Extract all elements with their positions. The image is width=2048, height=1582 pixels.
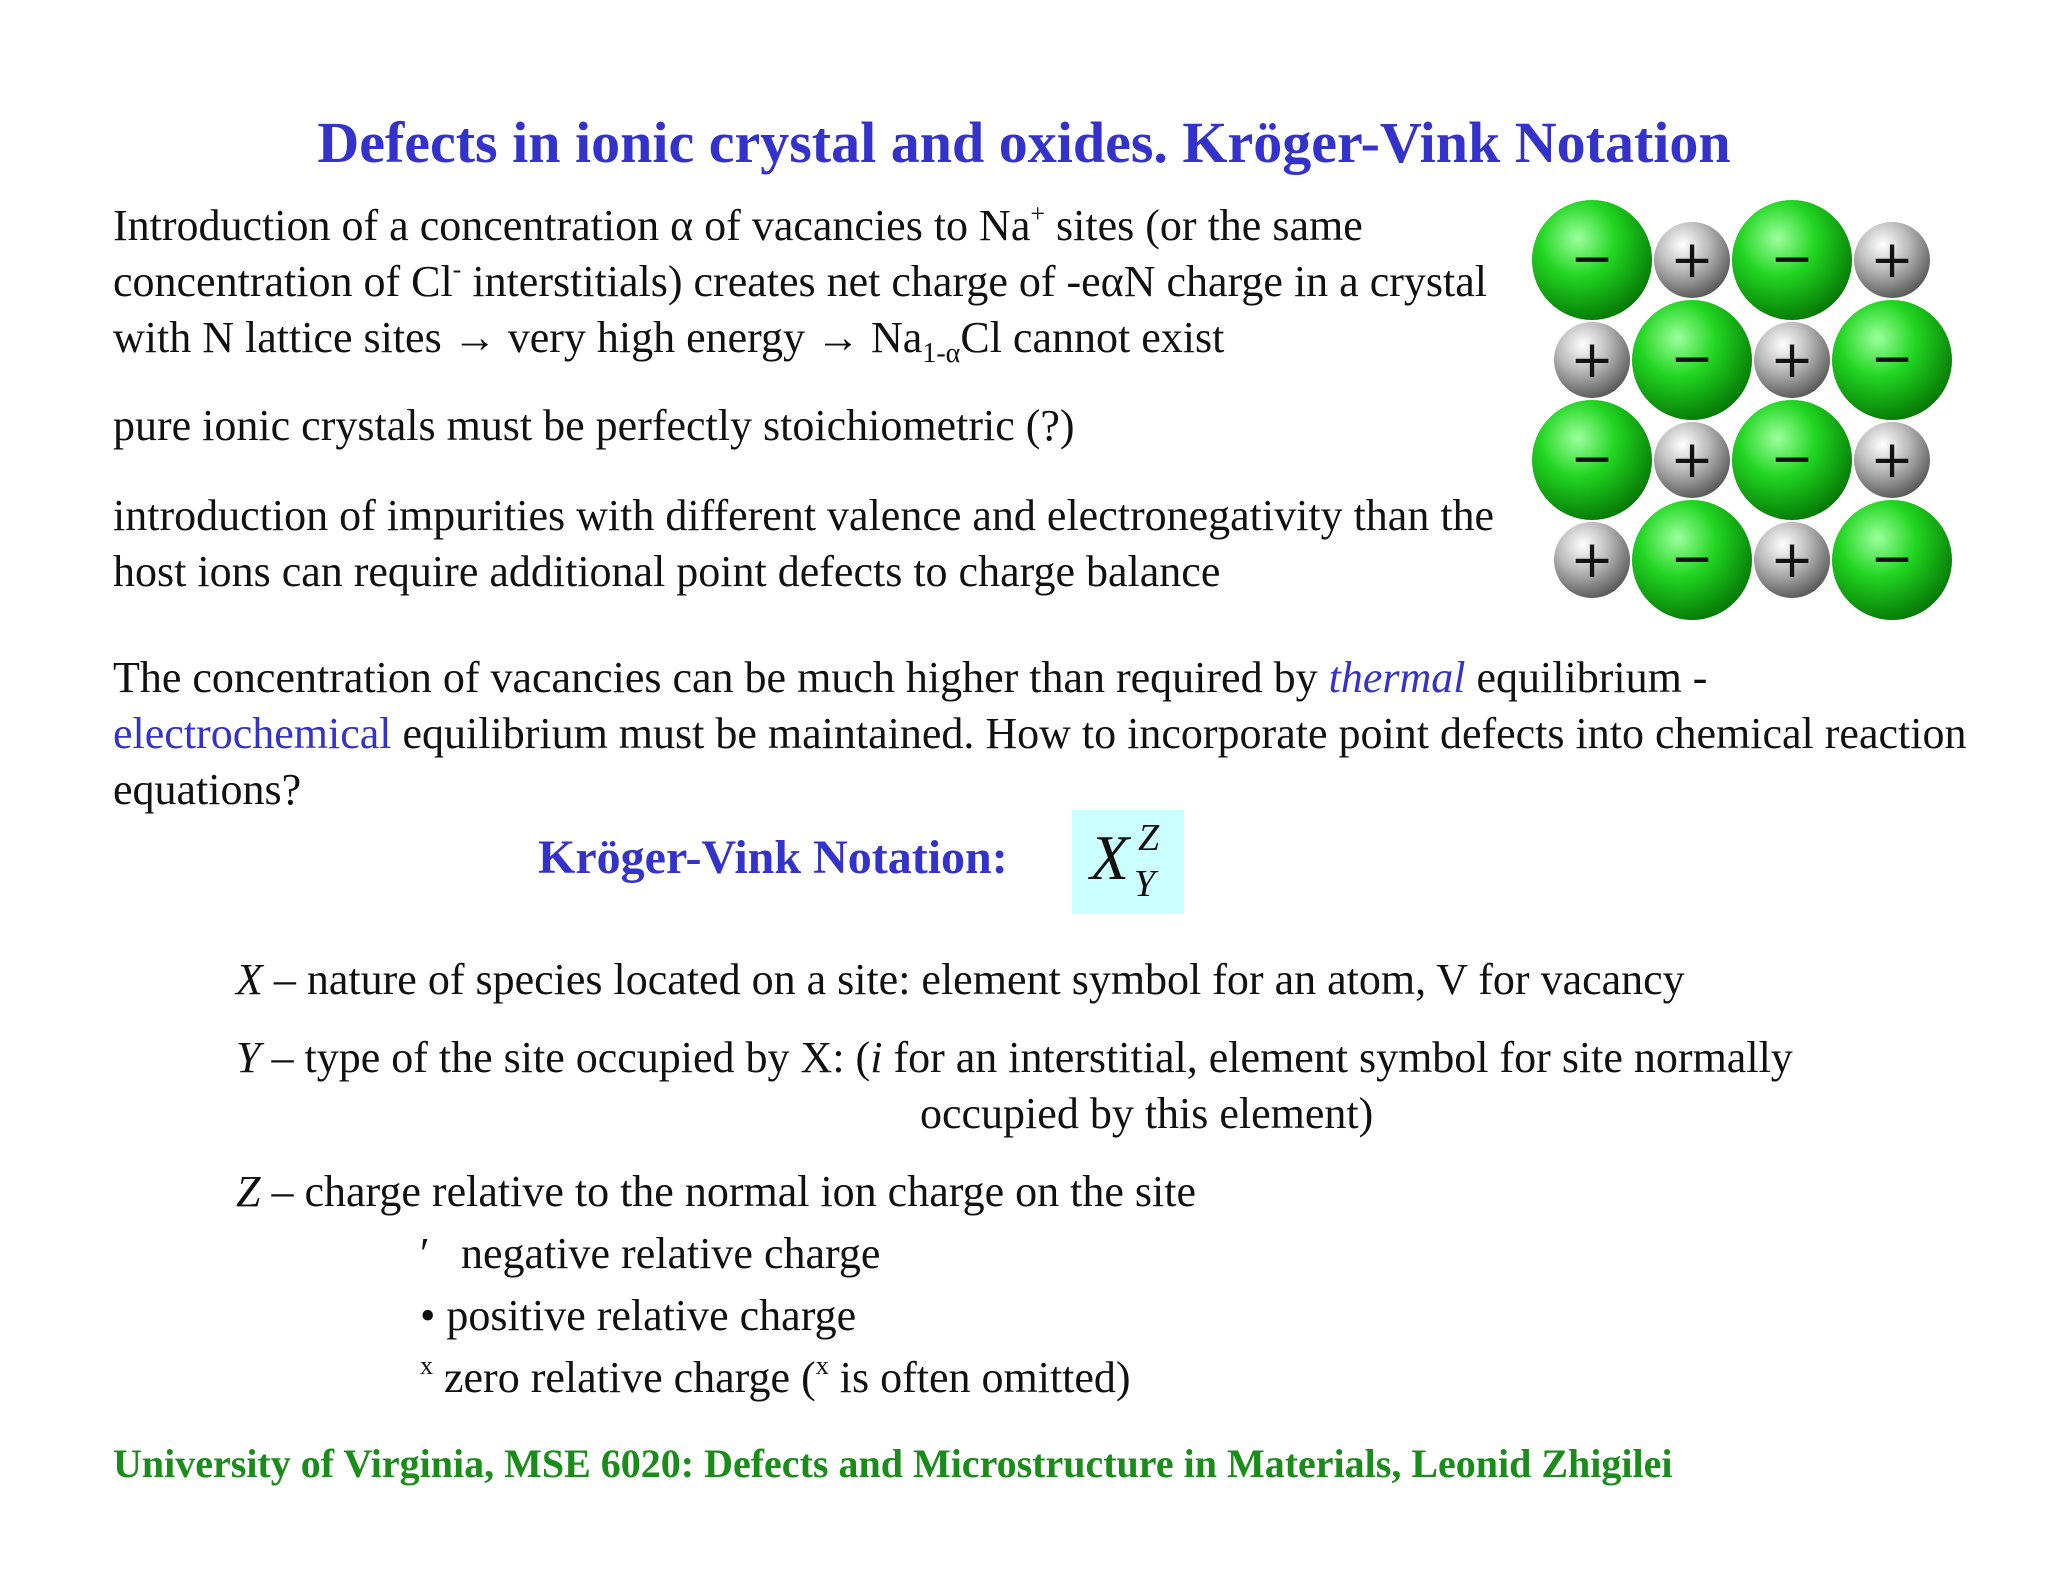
charge-negative-text: negative relative charge	[450, 1229, 881, 1278]
prime-mark: ′	[420, 1229, 430, 1278]
footer-credit: University of Virginia, MSE 6020: Defects and Microstructure in Materials, Leonid Zhigilei	[113, 1441, 1673, 1486]
definition-x	[236, 952, 1685, 1008]
nacl-lattice-diagram	[1522, 190, 1962, 620]
p1-text-d: Cl cannot exist	[960, 313, 1225, 362]
p1-text-b: sites (or the same concentration of Cl	[113, 201, 1363, 306]
p1-sub-alpha: 1-α	[922, 338, 961, 369]
formula-z: Z	[1138, 817, 1160, 859]
chloride-ion	[1732, 400, 1852, 520]
sodium-ion	[1854, 422, 1930, 498]
plus-sign: +	[1570, 530, 1614, 590]
paragraph-equilibrium	[113, 650, 1973, 818]
paragraph-impurities: introduction of impurities with different valence and electronegativity than the host ions can require additional point defects to charge balance	[113, 491, 1495, 596]
minus-sign: −	[1670, 329, 1714, 389]
chloride-ion	[1532, 400, 1652, 520]
chloride-ion	[1532, 200, 1652, 320]
definition-z	[236, 1164, 1196, 1220]
p1-sup-plus: +	[1030, 199, 1046, 228]
def-z-text: – charge relative to the normal ion charge on the site	[260, 1167, 1196, 1216]
minus-sign: −	[1770, 429, 1814, 489]
p1-text-c: interstitials) creates net charge of -eαN charge in a crystal with N lattice sites → very high energy → Na	[113, 257, 1487, 362]
chloride-ion	[1632, 500, 1752, 620]
sodium-ion	[1554, 322, 1630, 398]
def-y-text-b: for an interstitial, element symbol for site normally	[882, 1033, 1793, 1082]
paragraph-vacancy-charge	[113, 198, 1533, 369]
plus-sign: +	[1570, 330, 1614, 390]
paragraph-stoichiometric: pure ionic crystals must be perfectly stoichiometric (?)	[113, 401, 1075, 450]
kroger-vink-formula	[1072, 810, 1184, 914]
minus-sign: −	[1870, 329, 1914, 389]
plus-sign: +	[1770, 530, 1814, 590]
formula-y: Y	[1134, 863, 1156, 905]
sodium-ion	[1554, 522, 1630, 598]
plus-sign: +	[1670, 230, 1714, 290]
chloride-ion	[1832, 500, 1952, 620]
minus-sign: −	[1570, 429, 1614, 489]
dot-mark: •	[420, 1291, 436, 1340]
sodium-ion	[1854, 222, 1930, 298]
p1-text-a: Introduction of a concentration α of vacancies to Na	[113, 201, 1031, 250]
x-mark-inline: x	[815, 1351, 829, 1380]
def-y-text-a: – type of the site occupied by X: (	[260, 1033, 871, 1082]
slide-title: Defects in ionic crystal and oxides. Kröger-Vink Notation	[317, 110, 1731, 175]
charge-zero-text-b: is often omitted)	[828, 1353, 1131, 1402]
p4-text-b: equilibrium -	[1465, 653, 1708, 702]
minus-sign: −	[1870, 529, 1914, 589]
definition-y-continued: occupied by this element)	[920, 1089, 1374, 1138]
p1-sup-minus: -	[452, 255, 462, 284]
sodium-ion	[1754, 522, 1830, 598]
plus-sign: +	[1670, 430, 1714, 490]
plus-sign: +	[1870, 230, 1914, 290]
p4-text-a: The concentration of vacancies can be much higher than required by	[113, 653, 1329, 702]
plus-sign: +	[1770, 330, 1814, 390]
sodium-ion	[1754, 322, 1830, 398]
def-z-symbol: Z	[236, 1167, 261, 1216]
charge-positive	[420, 1288, 856, 1344]
p4-thermal: thermal	[1328, 653, 1466, 702]
definition-y	[236, 1030, 1793, 1086]
p4-text-c: equilibrium must be maintained. How to incorporate point defects into chemical reaction equations?	[113, 709, 1967, 814]
minus-sign: −	[1670, 529, 1714, 589]
def-x-text: – nature of species located on a site: element symbol for an atom, V for vacancy	[262, 955, 1685, 1004]
sodium-ion	[1654, 222, 1730, 298]
chloride-ion	[1632, 300, 1752, 420]
charge-zero	[420, 1350, 1131, 1406]
def-y-i: i	[870, 1033, 883, 1082]
def-y-symbol: Y	[236, 1033, 261, 1082]
charge-negative	[420, 1226, 880, 1282]
minus-sign: −	[1570, 229, 1614, 289]
x-mark: x	[420, 1351, 433, 1380]
sodium-ion	[1654, 422, 1730, 498]
formula-x: X	[1090, 822, 1130, 893]
minus-sign: −	[1770, 229, 1814, 289]
plus-sign: +	[1870, 430, 1914, 490]
charge-zero-text-a: zero relative charge (	[433, 1353, 816, 1402]
def-x-symbol: X	[236, 955, 263, 1004]
chloride-ion	[1832, 300, 1952, 420]
kroger-vink-label: Kröger-Vink Notation:	[538, 831, 1008, 884]
chloride-ion	[1732, 200, 1852, 320]
p4-electrochemical: electrochemical	[113, 709, 392, 758]
charge-positive-text: positive relative charge	[435, 1291, 857, 1340]
